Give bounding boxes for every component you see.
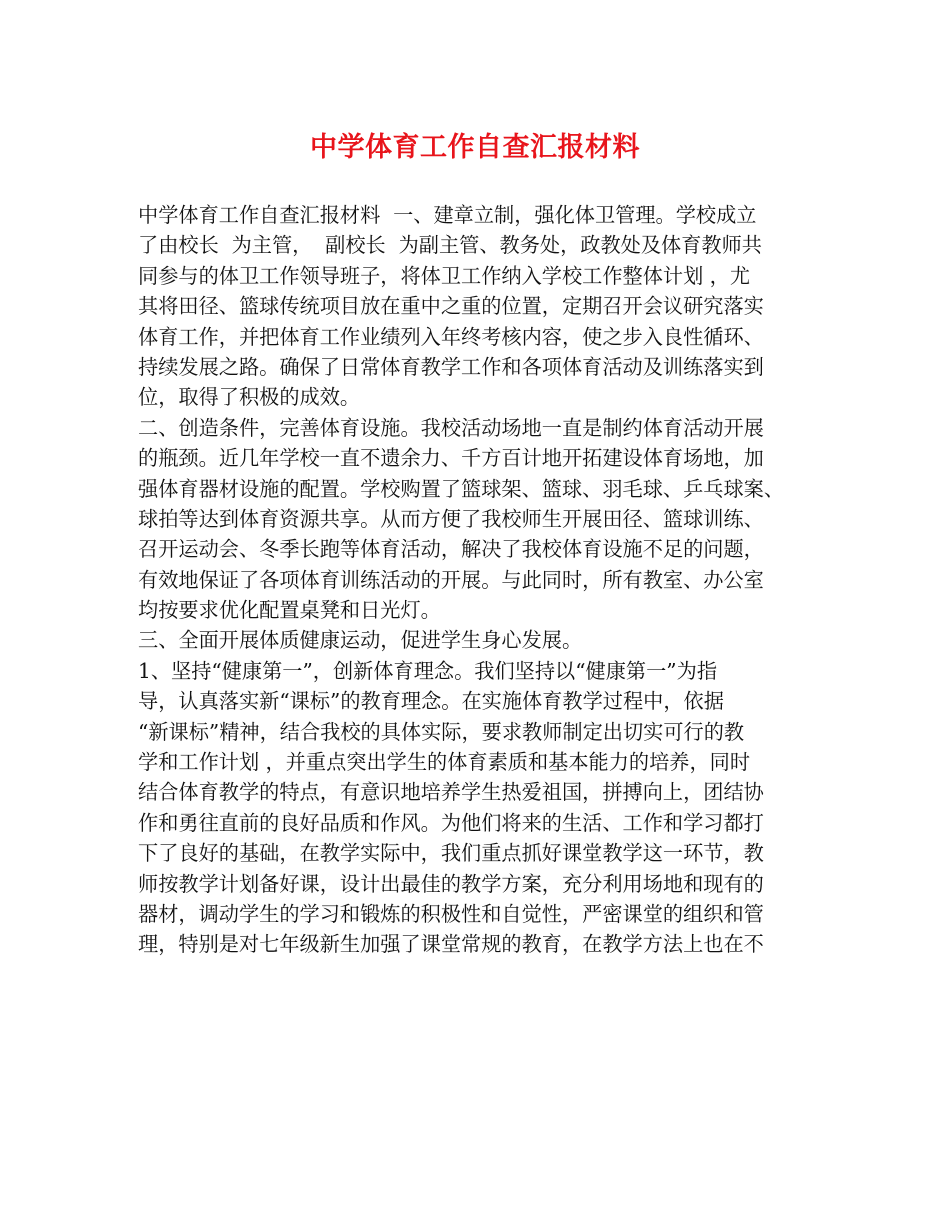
text-line: 持续发展之路。确保了日常体育教学工作和各项体育活动及训练落实到	[138, 354, 764, 379]
text-line: 结合体育教学的特点，有意识地培养学生热爱祖国，拼搏向上，团结协	[138, 780, 764, 805]
text-line: 位，取得了积极的成效。	[138, 385, 361, 410]
text-line: 的瓶颈。近几年学校一直不遗余力、千方百计地开拓建设体育场地，加	[138, 446, 764, 471]
text-line: 了由校长 为主管， 副校长 为副主管、教务处，政教处及体育教师共	[138, 233, 762, 258]
text-line: 强体育器材设施的配置。学校购置了篮球架、篮球、羽毛球、乒乓球案、	[138, 476, 785, 501]
text-line: 有效地保证了各项体育训练活动的开展。与此同时，所有教室、办公室	[138, 567, 764, 592]
text-line: 均按要求优化配置桌凳和日光灯。	[138, 598, 441, 623]
page-title: 中学体育工作自查汇报材料	[310, 132, 640, 163]
text-line: 导，认真落实新“课标”的教育理念。在实施体育教学过程中，依据	[138, 689, 724, 714]
text-line: 下了良好的基础，在教学实际中，我们重点抓好课堂教学这一环节，教	[138, 841, 764, 866]
text-line: 作和勇往直前的良好品质和作风。为他们将来的生活、工作和学习都打	[138, 810, 764, 835]
text-line: 其将田径、篮球传统项目放在重中之重的位置，定期召开会议研究落实	[138, 294, 764, 319]
text-line: 体育工作，并把体育工作业绩列入年终考核内容，使之步入良性循环、	[138, 324, 764, 349]
text-line: 三、全面开展体质健康运动，促进学生身心发展。	[138, 628, 583, 653]
body-text	[138, 200, 828, 960]
text-line: 学和工作计划 ，并重点突出学生的体育素质和基本能力的培养，同时	[138, 750, 751, 775]
text-line: 二、创造条件，完善体育设施。我校活动场地一直是制约体育活动开展	[138, 415, 764, 440]
text-line: “新课标”精神，结合我校的具体实际，要求教师制定出切实可行的教	[138, 719, 745, 744]
text-line: 球拍等达到体育资源共享。从而方便了我校师生开展田径、篮球训练、	[138, 506, 764, 531]
text-line: 召开运动会、冬季长跑等体育活动，解决了我校体育设施不足的问题，	[138, 537, 764, 562]
text-line: 器材，调动学生的学习和锻炼的积极性和自觉性，严密课堂的组织和管	[138, 901, 764, 926]
text-line: 师按教学计划备好课，设计出最佳的教学方案，充分利用场地和现有的	[138, 871, 764, 896]
text-line: 1、坚持“健康第一”，创新体育理念。我们坚持以“健康第一”为指	[138, 658, 718, 683]
text-line: 理，特别是对七年级新生加强了课堂常规的教育，在教学方法上也在不	[138, 932, 764, 957]
text-line: 同参与的体卫工作领导班子，将体卫工作纳入学校工作整体计划 ，尤	[138, 263, 751, 288]
text-line: 中学体育工作自查汇报材料 一、建章立制，强化体卫管理。学校成立	[138, 203, 757, 227]
